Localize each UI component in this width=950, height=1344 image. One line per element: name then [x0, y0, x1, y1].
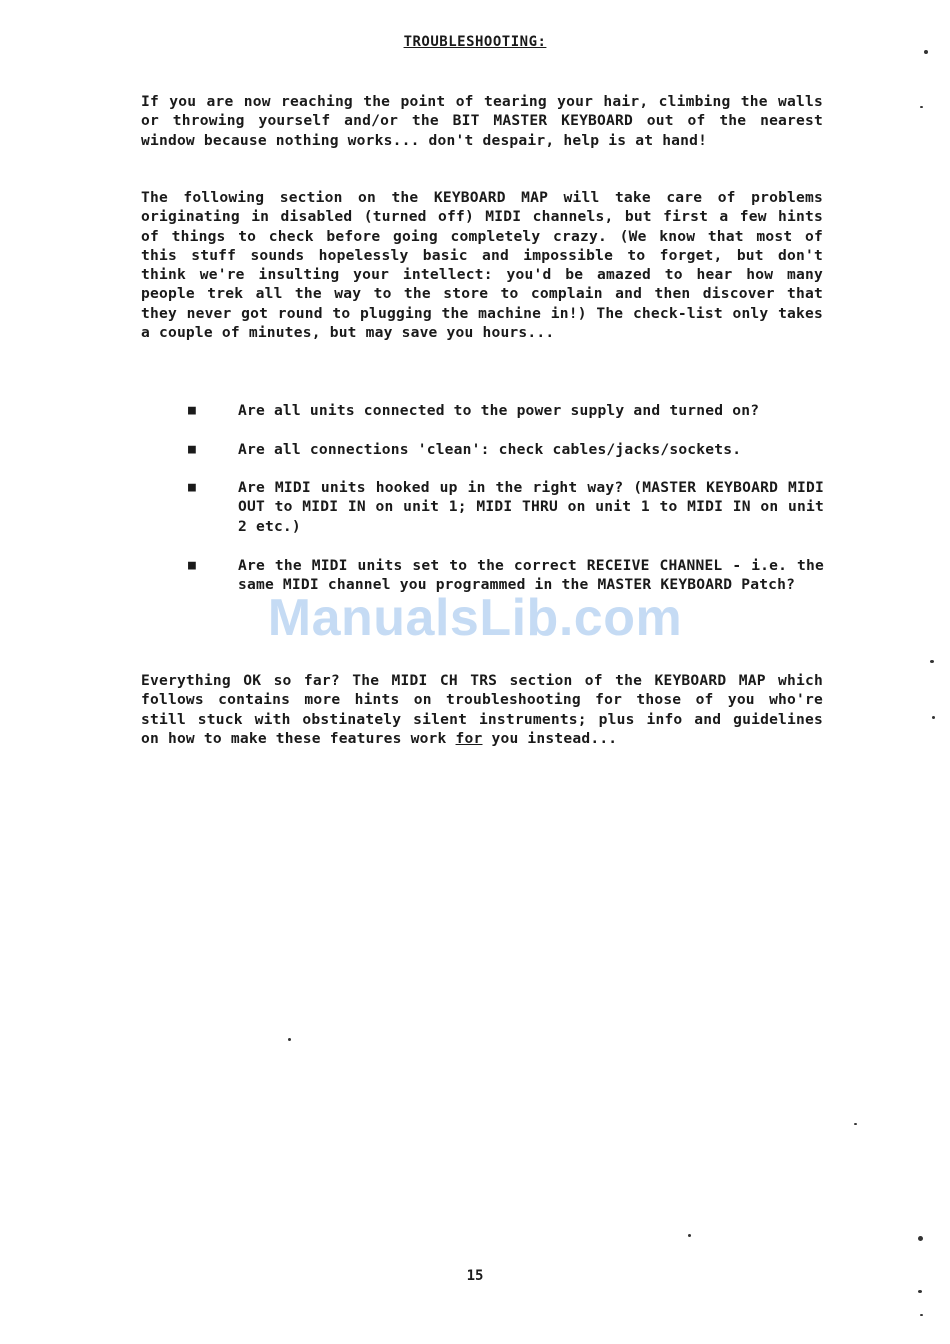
bullet-square-icon: ■	[188, 403, 196, 418]
bullet-square-icon: ■	[188, 558, 196, 573]
checklist-item-text: Are all units connected to the power supply and turned on?	[238, 402, 760, 419]
closing-paragraph	[141, 671, 823, 748]
scan-speck	[920, 106, 923, 108]
checklist-item-text: Are all connections 'clean': check cables/jacks/sockets.	[238, 441, 742, 458]
closing-text-end: you instead...	[482, 729, 618, 747]
scan-speck	[932, 716, 935, 719]
page-number: 15	[466, 1268, 484, 1284]
bullet-square-icon: ■	[188, 442, 196, 457]
checklist-item-text: Are the MIDI units set to the correct RECEIVE CHANNEL - i.e. the same MIDI channel you programmed in the MASTER KEYBOARD Patch?	[238, 557, 824, 594]
section-paragraph: The following section on the KEYBOARD MAP will take care of problems originating in disabled (turned off) MIDI channels, but first a few hints of things to check before going completely crazy. (We know that most of this stuff sounds hopelessly basic and impossible to forget, but don't think we're insulting your intellect: you'd be amazed to hear how many people trek all the way to the store to complain and then discover that they never got round to plugging the machine in!) The check-list only takes a couple of minutes, but may save you hours...	[141, 189, 823, 342]
checklist-item-text: Are MIDI units hooked up in the right way? (MASTER KEYBOARD MIDI OUT to MIDI IN on unit 1; MIDI THRU on unit 1 to MIDI IN on unit 2 etc.)	[238, 479, 824, 535]
scan-speck	[920, 1314, 923, 1316]
intro-paragraph: If you are now reaching the point of tearing your hair, climbing the walls or throwing yourself and/or the BIT MASTER KEYBOARD out of the nearest window because nothing works... don't despair, help is at hand!	[141, 93, 823, 149]
scan-speck	[854, 1123, 857, 1125]
watermark: ManualsLib.com	[267, 589, 683, 647]
bullet-square-icon: ■	[188, 480, 196, 495]
scan-speck	[918, 1236, 923, 1241]
scan-speck	[688, 1234, 691, 1237]
scan-speck	[930, 660, 934, 663]
page-title: TROUBLESHOOTING:	[403, 34, 547, 50]
closing-text-start: Everything OK so far? The MIDI CH TRS section of the KEYBOARD MAP which follows contains more hints on troubleshooting for those of you who're still stuck with obstinately silent instruments; plus info and guidelines on how to make these features work	[141, 672, 823, 747]
scan-speck	[924, 50, 928, 54]
scan-speck	[918, 1290, 922, 1293]
closing-emphasis: for	[455, 729, 483, 747]
scan-speck	[288, 1038, 291, 1041]
